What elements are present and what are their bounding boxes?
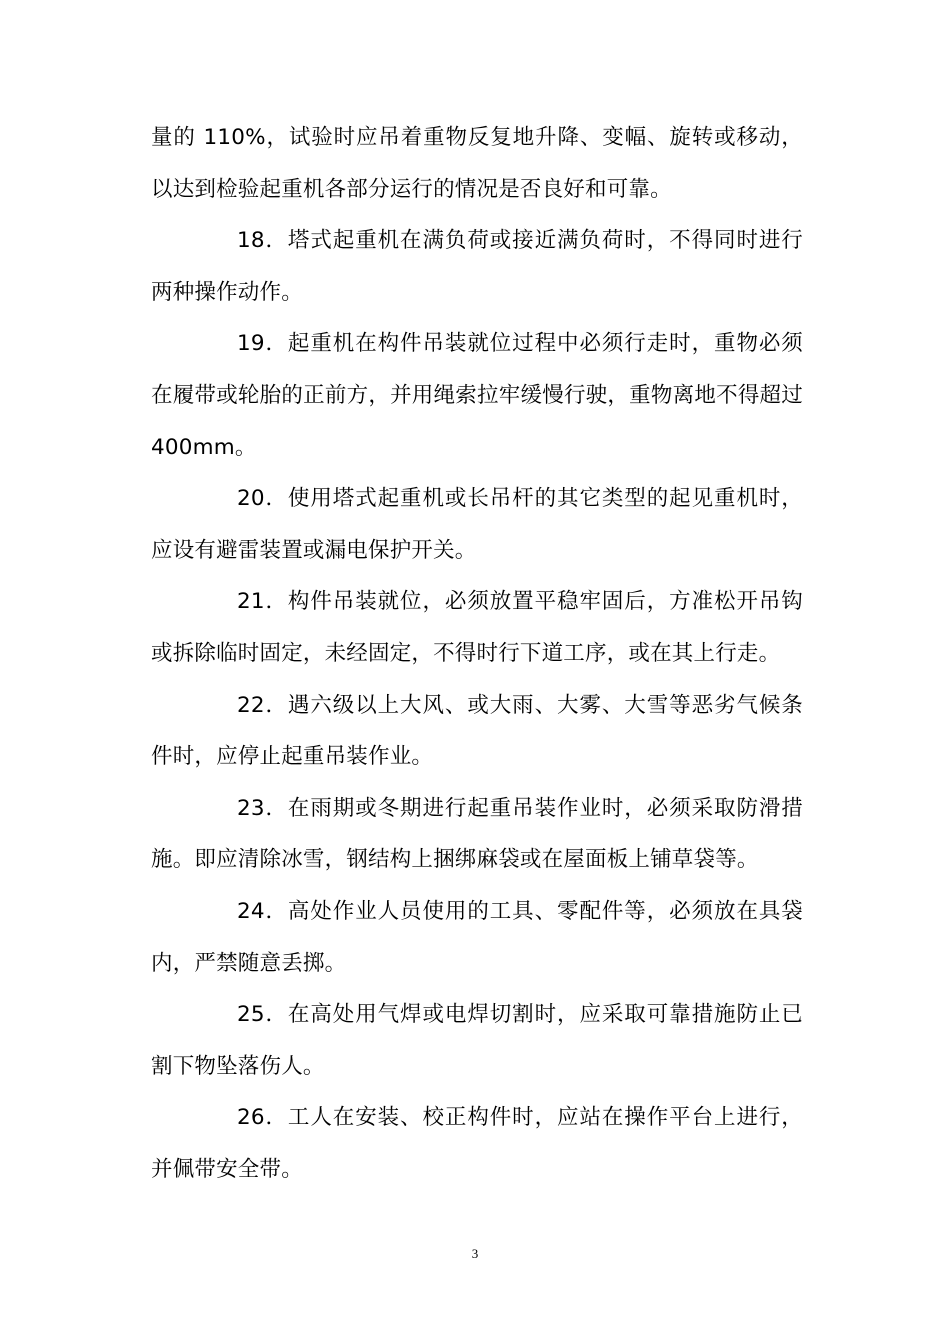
paragraph-item-25: 25．在高处用气焊或电焊切割时，应采取可靠措施防止已割下物坠落伤人。 xyxy=(151,1002,803,1079)
paragraph-item-18: 18．塔式起重机在满负荷或接近满负荷时，不得同时进行两种操作动作。 xyxy=(151,228,803,305)
paragraph-item-20: 20．使用塔式起重机或长吊杆的其它类型的起见重机时，应设有避雷装置或漏电保护开关。 xyxy=(151,486,803,563)
paragraph-item-21: 21．构件吊装就位，必须放置平稳牢固后，方准松开吊钩或拆除临时固定，未经固定，不得时行下道工序，或在其上行走。 xyxy=(151,589,803,666)
paragraph-item-24: 24．高处作业人员使用的工具、零配件等，必须放在具袋内，严禁随意丢掷。 xyxy=(151,898,803,976)
paragraph-item-19: 19．起重机在构件吊装就位过程中必须行走时，重物必须在履带或轮胎的正前方，并用绳索拉牢缓慢行驶，重物离地不得超过 400mm。 xyxy=(151,331,803,460)
page-number: 3 xyxy=(471,1246,479,1261)
paragraph-item-26: 26．工人在安装、校正构件时，应站在操作平台上进行，并佩带安全带。 xyxy=(151,1105,803,1182)
paragraph-continuation: 量的 110%，试验时应吊着重物反复地升降、变幅、旋转或移动，以达到检验起重机各部分运行的情况是否良好和可靠。 xyxy=(151,125,803,202)
document-body xyxy=(151,112,803,1195)
paragraph-item-23: 23．在雨期或冬期进行起重吊装作业时，必须采取防滑措施。即应清除冰雪，钢结构上捆绑麻袋或在屋面板上铺草袋等。 xyxy=(151,795,803,873)
paragraph-item-22: 22．遇六级以上大风、或大雨、大雾、大雪等恶劣气候条件时，应停止起重吊装作业。 xyxy=(151,692,803,770)
